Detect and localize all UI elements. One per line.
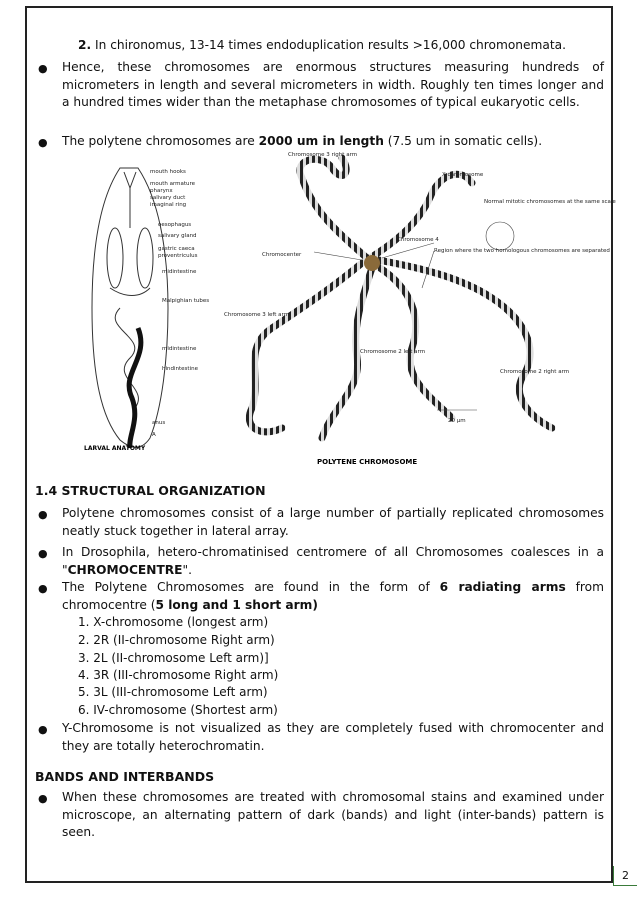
larva-label: salivary duct	[150, 195, 186, 201]
polytene-label: Normal mitotic chromosomes at the same scale	[484, 199, 616, 205]
polytene-label: Chromosome 3 left arm	[224, 312, 290, 318]
polytene-label: Chromosome 2 left arm	[360, 349, 426, 355]
larval-anatomy-figure	[80, 158, 230, 460]
larva-label: imaginal ring	[150, 202, 187, 208]
larva-label: mouth armature	[150, 181, 196, 187]
polytene-caption: POLYTENE CHROMOSOME	[317, 458, 418, 466]
arm-list-item: 2. 2R (II-chromosome Right arm)	[78, 633, 275, 647]
bullet-icon: ●	[38, 508, 48, 521]
larva-label: salivary gland	[158, 233, 197, 239]
larva-label: midintestine	[162, 346, 197, 352]
point-2-text: In chironomus, 13-14 times endoduplication results >16,000 chromonemata.	[95, 38, 566, 52]
larva-label: oesophagus	[158, 222, 192, 228]
intro-bullet-1: Hence, these chromosomes are enormous structures measuring hundreds of micrometers in length and several micrometers in width. Roughly ten times longer and a hundred times wider than the metaphase chromosomes of typical eukaryotic cells.	[62, 60, 604, 109]
six-arms-bold: 6 radiating arms	[439, 580, 566, 594]
bullet-icon: ●	[38, 792, 48, 805]
polytene-chromosome-figure	[222, 148, 616, 470]
section14-bullet-3-mid: from chromocentre (	[62, 580, 604, 612]
polytene-label: Chromosome 3 right arm	[288, 152, 358, 158]
point-2	[78, 37, 598, 55]
page-number: 2	[613, 866, 637, 886]
section14-bullet-2-pre: In Drosophila, hetero-chromatinised centromere of all Chromosomes coalesces in a "	[62, 545, 604, 577]
chromocentre-term: CHROMOCENTRE	[67, 562, 183, 577]
section14-bullet-4: Y-Chromosome is not visualized as they are completely fused with chromocenter and they are totally heterochromatin.	[62, 721, 604, 753]
larva-label: anus	[152, 420, 166, 426]
point-2-number: 2.	[78, 38, 92, 52]
larva-label: gastric caeca	[158, 246, 195, 252]
polytene-label: Region where the two homologous chromosomes are separated	[434, 248, 610, 254]
arm-list-item: 3. 2L (II-chromosome Left arm)]	[78, 651, 269, 665]
arm-list-item: 4. 3R (III-chromosome Right arm)	[78, 668, 279, 682]
bullet-icon: ●	[38, 582, 48, 595]
section14-bullet-2	[62, 544, 604, 579]
bands-bullet-1: When these chromosomes are treated with chromosomal stains and examined under microscope, an alternating pattern of dark (bands) and light (inter-bands) pattern is seen.	[62, 790, 604, 839]
section14-bullet-1: Polytene chromosomes consist of a large number of partially replicated chromosomes neatly stuck together in lateral array.	[62, 506, 604, 538]
larva-label: Malpighian tubes	[162, 298, 210, 304]
bullet-icon: ●	[38, 723, 48, 736]
polytene-label: Chromocenter	[262, 252, 302, 258]
section-heading-1-4: 1.4 STRUCTURAL ORGANIZATION	[35, 483, 266, 498]
polytene-label: X chromosome	[442, 172, 484, 178]
intro-bullet-2-bold: 2000 um in length	[258, 134, 384, 148]
larva-letter: A	[152, 432, 156, 438]
section14-bullet-3	[62, 579, 604, 614]
intro-bullet-2-post: (7.5 um in somatic cells).	[383, 134, 543, 148]
section14-bullet-2-post: ".	[182, 562, 192, 577]
arm-list-item: 6. IV-chromosome (Shortest arm)	[78, 703, 278, 717]
bullet-icon: ●	[38, 136, 48, 149]
larva-label: proventriculus	[158, 253, 198, 259]
intro-bullet-2-pre: The polytene chromosomes are	[62, 134, 259, 148]
larva-caption: LARVAL ANATOMY	[84, 445, 146, 452]
arm-list-item: 1. X-chromosome (longest arm)	[78, 615, 269, 629]
larva-label: hindintestine	[162, 366, 198, 372]
long-short-bold: 5 long and 1 short arm)	[155, 597, 318, 612]
section14-bullet-3-pre: The Polytene Chromosomes are found in the form of	[62, 580, 440, 594]
larva-label: pharynx	[150, 188, 173, 194]
arm-list-item: 5. 3L (III-chromosome Left arm)	[78, 685, 268, 699]
polytene-label: Chromosome 2 right arm	[500, 369, 570, 375]
larva-label: midintestine	[162, 269, 197, 275]
bullet-icon: ●	[38, 547, 48, 560]
bullet-icon: ●	[38, 62, 48, 75]
polytene-label: Chromosome 4	[397, 237, 439, 243]
scale-bar-label: 20 µm	[448, 418, 466, 424]
section-heading-bands: BANDS AND INTERBANDS	[35, 769, 215, 784]
larva-label: mouth hooks	[150, 169, 186, 175]
